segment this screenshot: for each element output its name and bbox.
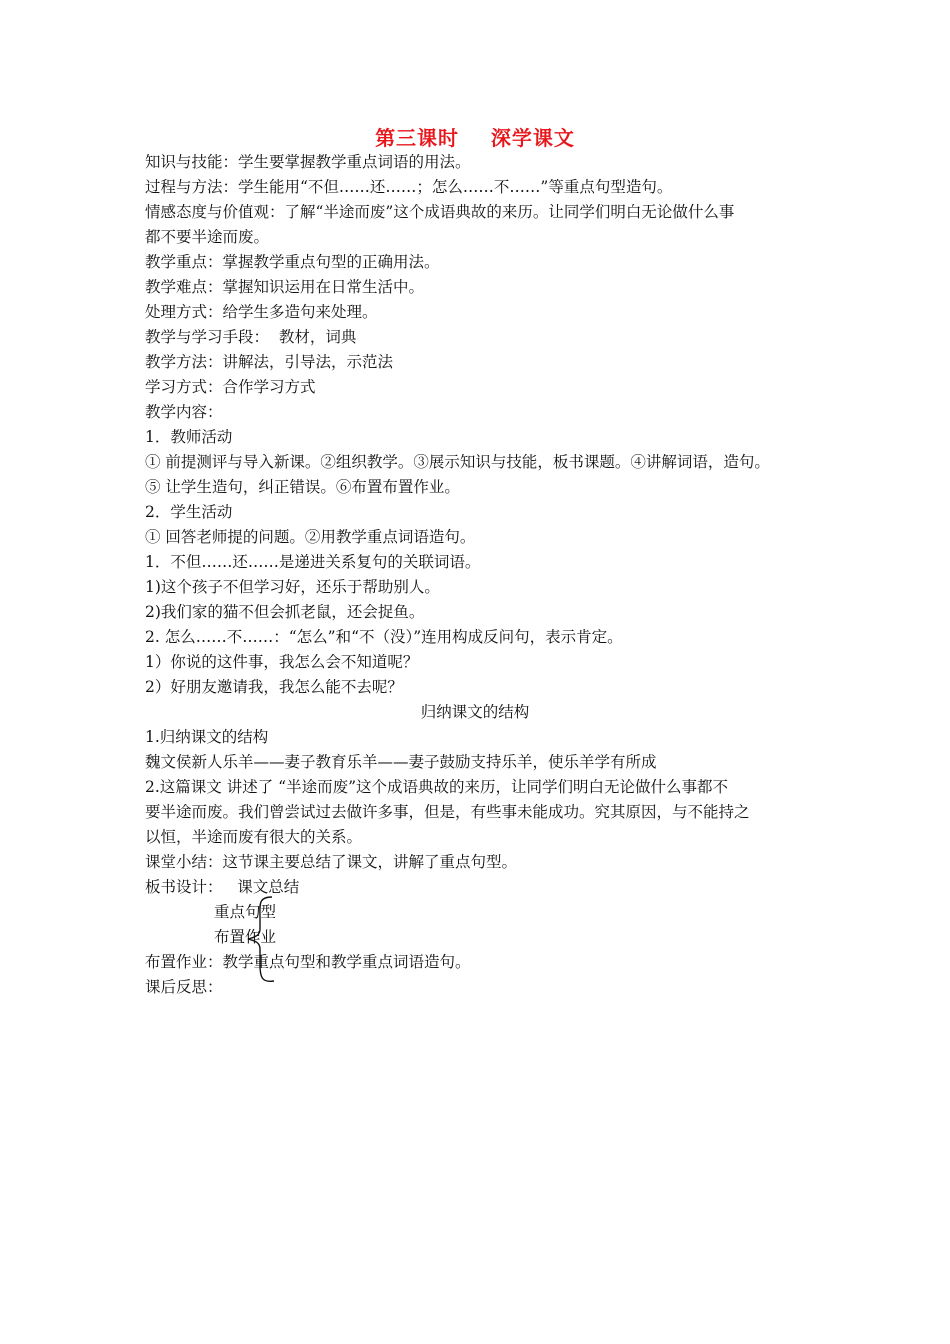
text-line: 1．教师活动 [145, 428, 233, 446]
page-title: 第三课时 深学课文 [375, 126, 575, 150]
text-line: 要半途而废。我们曾尝试过去做许多事，但是，有些事未能成功。究其原因，与不能持之 [145, 803, 750, 821]
text-line: 1)这个孩子不但学习好，还乐于帮助别人。 [145, 578, 440, 596]
text-line: 情感态度与价值观：了解“半途而废”这个成语典故的来历。让同学们明白无论做什么事 [145, 203, 735, 221]
text-line: 课堂小结：这节课主要总结了课文，讲解了重点句型。 [145, 853, 518, 871]
section-heading: 归纳课文的结构 [420, 703, 530, 721]
text-line: ① 回答老师提的问题。②用教学重点词语造句。 [145, 528, 476, 546]
text-line: 课后反思： [145, 978, 223, 996]
text-line: 处理方式：给学生多造句来处理。 [145, 303, 378, 321]
text-line: 教学内容： [145, 403, 223, 421]
text-line: 以恒，半途而废有很大的关系。 [145, 828, 363, 846]
text-line: 教学重点：掌握教学重点句型的正确用法。 [145, 253, 440, 271]
text-line: 2. 怎么……不……：“怎么”和“不（没）”连用构成反问句，表示肯定。 [145, 628, 623, 646]
text-line: 板书设计： 课文总结 [145, 878, 300, 896]
text-line: 知识与技能：学生要掌握教学重点词语的用法。 [145, 153, 471, 171]
text-line: 教学与学习手段： 教材，词典 [145, 328, 357, 346]
text-line: 都不要半途而废。 [145, 228, 270, 246]
text-line: ⑤ 让学生造句，纠正错误。⑥布置布置作业。 [145, 478, 460, 496]
text-line: 布置作业 [145, 928, 276, 946]
curly-brace-icon [236, 895, 276, 985]
text-line: 过程与方法：学生能用“不但……还……；怎么……不……”等重点句型造句。 [145, 178, 673, 196]
text-line: ① 前提测评与导入新课。②组织教学。③展示知识与技能，板书课题。④讲解词语，造句。 [145, 453, 770, 471]
text-line: 教学难点：掌握知识运用在日常生活中。 [145, 278, 425, 296]
text-line: 教学方法：讲解法，引导法，示范法 [145, 353, 394, 371]
text-line: 1．不但……还……是递进关系复句的关联词语。 [145, 553, 481, 571]
text-line: 学习方式：合作学习方式 [145, 378, 316, 396]
text-line: 2)我们家的猫不但会抓老鼠，还会捉鱼。 [145, 603, 425, 621]
text-line: 2）好朋友邀请我，我怎么能不去呢？ [145, 678, 403, 696]
text-line: 1）你说的这件事，我怎么会不知道呢？ [145, 653, 419, 671]
text-line: 魏文侯新人乐羊——妻子教育乐羊——妻子鼓励支持乐羊，使乐羊学有所成 [145, 753, 657, 771]
text-line: 2.这篇课文 讲述了 “半途而废”这个成语典故的来历，让同学们明白无论做什么事都不 [145, 778, 728, 796]
text-line: 布置作业：教学重点句型和教学重点词语造句。 [145, 953, 471, 971]
text-line: 2．学生活动 [145, 503, 233, 521]
text-line: 1.归纳课文的结构 [145, 728, 269, 746]
text-line: 重点句型 [145, 903, 276, 921]
